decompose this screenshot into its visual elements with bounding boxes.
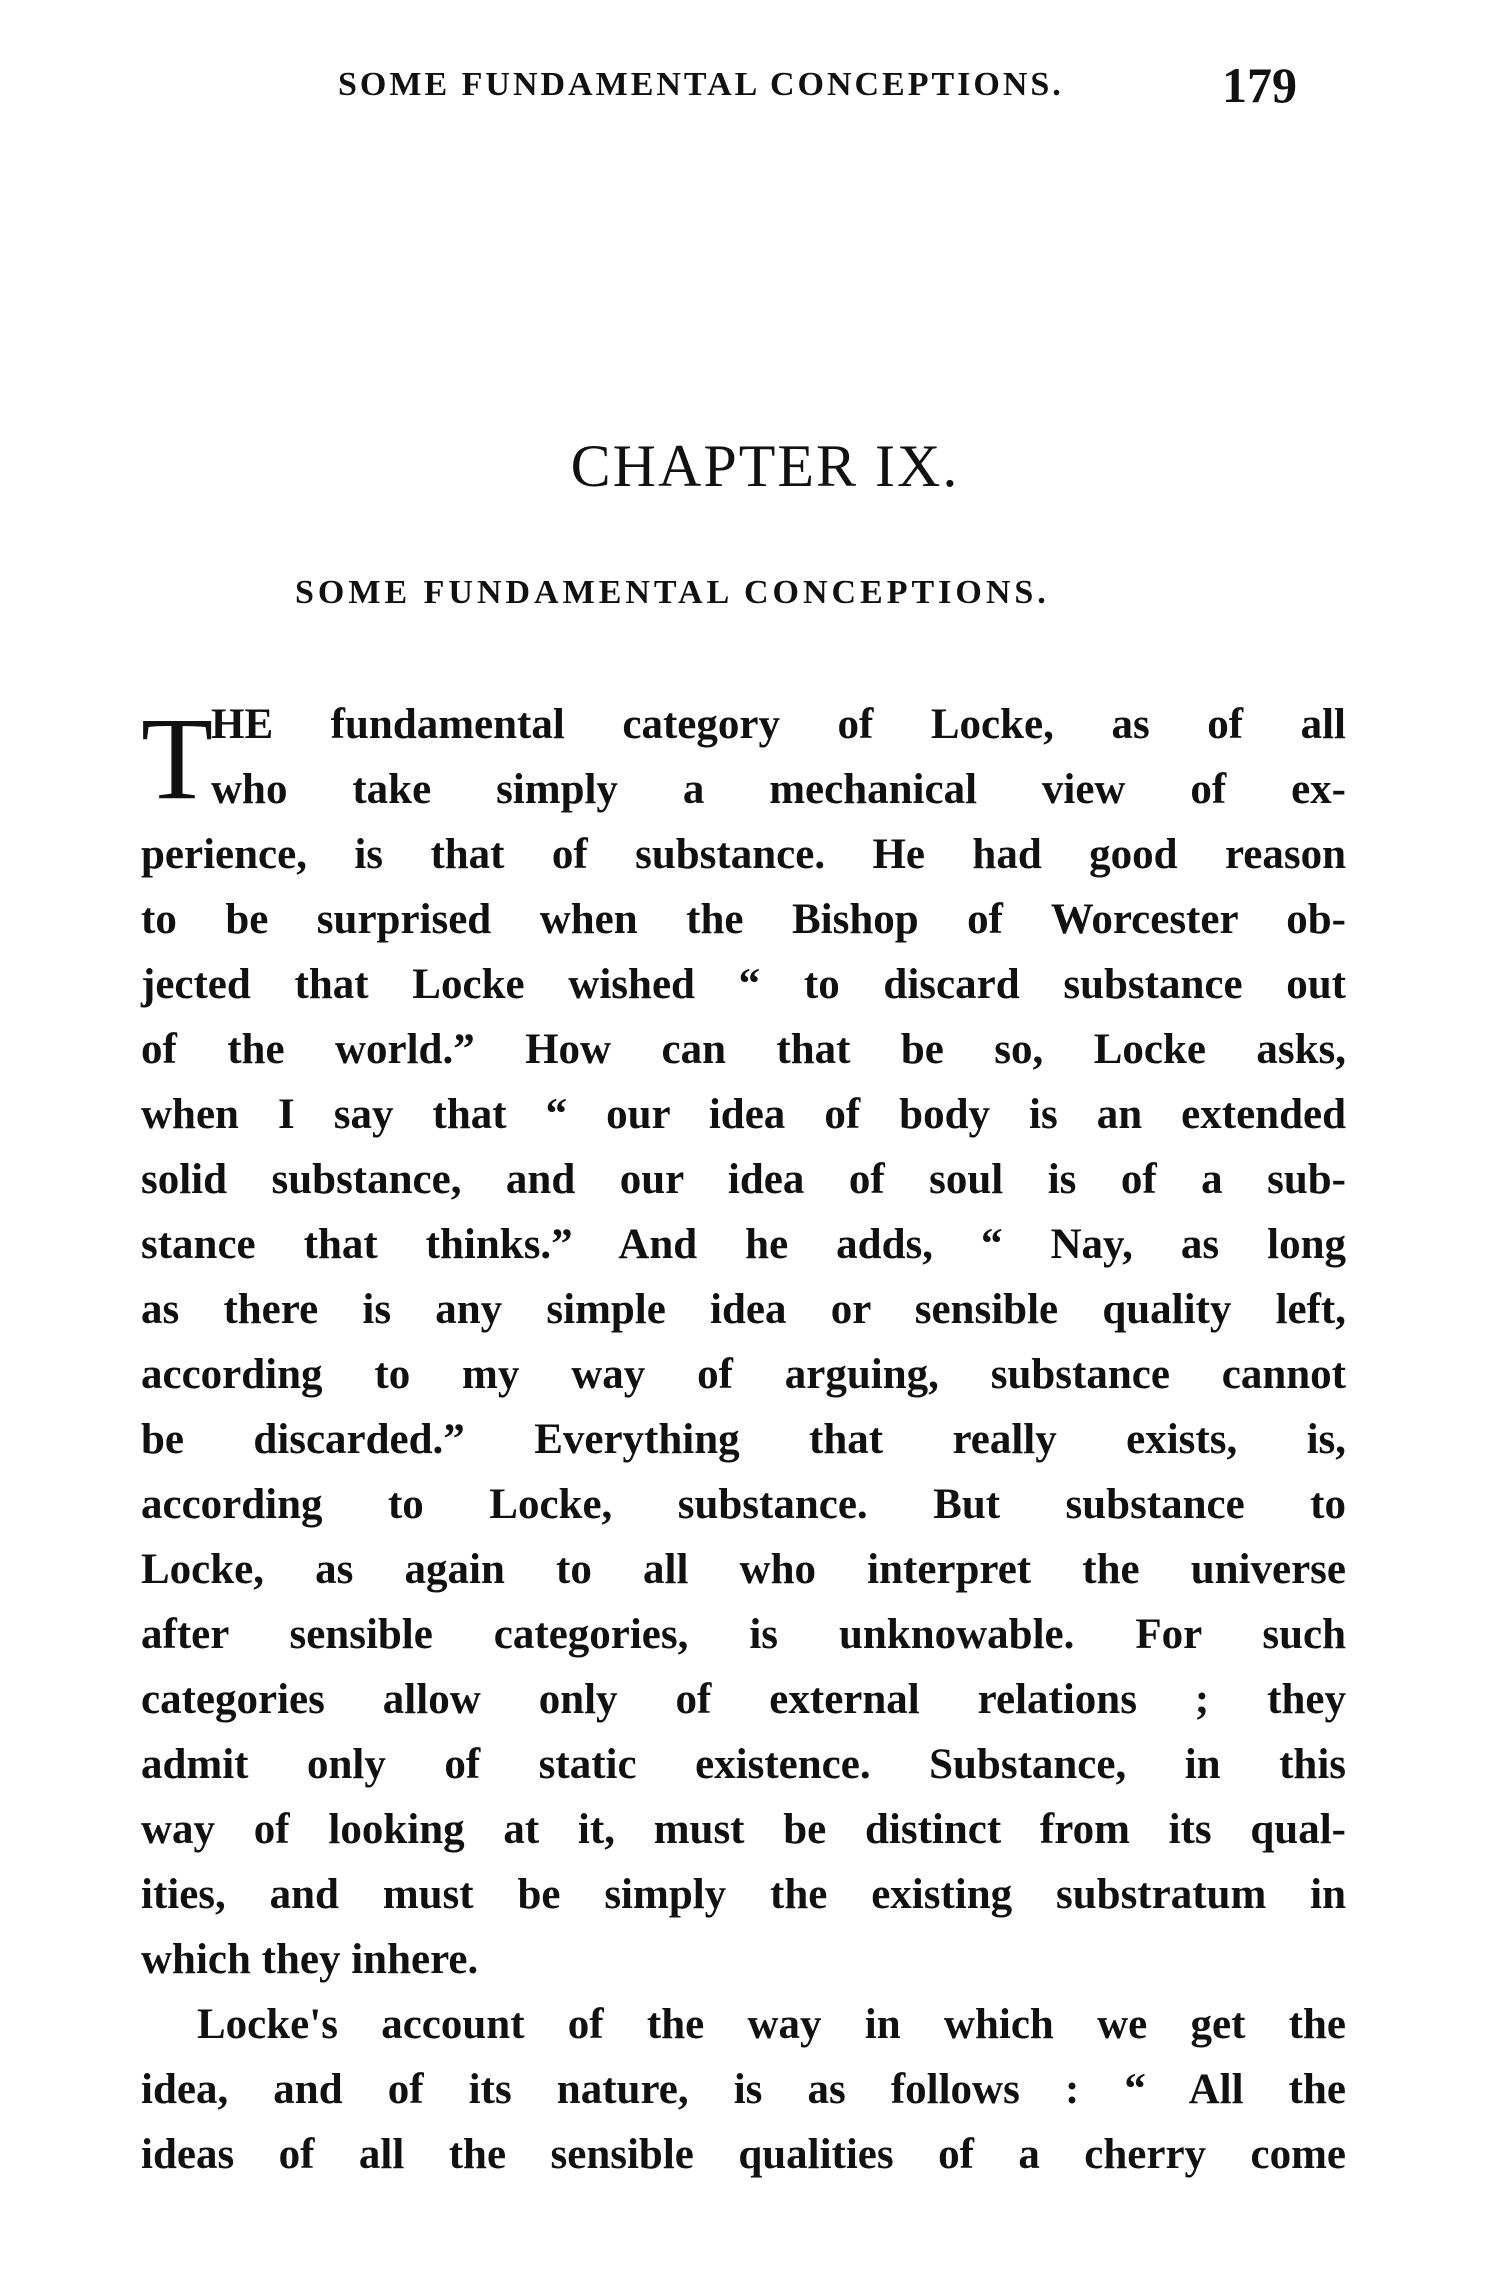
page-number: 179	[1222, 57, 1297, 113]
text-line: be discarded.” Everything that really exists, is,	[141, 1416, 1346, 1463]
drop-cap: T	[141, 693, 214, 824]
text-line: admit only of static existence. Substance, in this	[141, 1741, 1346, 1788]
body-text	[141, 692, 1346, 2187]
text-line: as there is any simple idea or sensible quality left,	[141, 1286, 1346, 1333]
text-line: ideas of all the sensible qualities of a cherry come	[141, 2131, 1346, 2178]
text-line: solid substance, and our idea of soul is of a sub-	[141, 1156, 1346, 1203]
text-line: idea, and of its nature, is as follows : “ All the	[141, 2066, 1346, 2113]
chapter-title: CHAPTER IX.	[570, 433, 960, 499]
running-header: SOME FUNDAMENTAL CONCEPTIONS.	[338, 66, 1064, 103]
text-line: when I say that “ our idea of body is an extended	[141, 1091, 1346, 1138]
chapter-subtitle: SOME FUNDAMENTAL CONCEPTIONS.	[295, 574, 1050, 611]
text-line: perience, is that of substance. He had good reason	[141, 831, 1346, 878]
text-line: after sensible categories, is unknowable. For such	[141, 1611, 1346, 1658]
text-line: according to my way of arguing, substance cannot	[141, 1351, 1346, 1398]
text-line: jected that Locke wished “ to discard substance out	[141, 961, 1346, 1008]
text-line: way of looking at it, must be distinct from its qual-	[141, 1806, 1346, 1853]
text-line: Locke's account of the way in which we get the	[197, 2001, 1346, 2048]
text-line: which they inhere.	[141, 1936, 479, 1983]
text-line: who take simply a mechanical view of ex-	[211, 766, 1346, 813]
text-line: to be surprised when the Bishop of Worcester ob-	[141, 896, 1346, 943]
text-line: according to Locke, substance. But substance to	[141, 1481, 1346, 1528]
text-line: stance that thinks.” And he adds, “ Nay, as long	[141, 1221, 1346, 1268]
text-line: ities, and must be simply the existing substratum in	[141, 1871, 1346, 1918]
text-line: of the world.” How can that be so, Locke asks,	[141, 1026, 1346, 1073]
text-line: Locke, as again to all who interpret the universe	[141, 1546, 1346, 1593]
text-line: categories allow only of external relations ; they	[141, 1676, 1346, 1723]
text-line: HE fundamental category of Locke, as of all	[211, 701, 1346, 748]
